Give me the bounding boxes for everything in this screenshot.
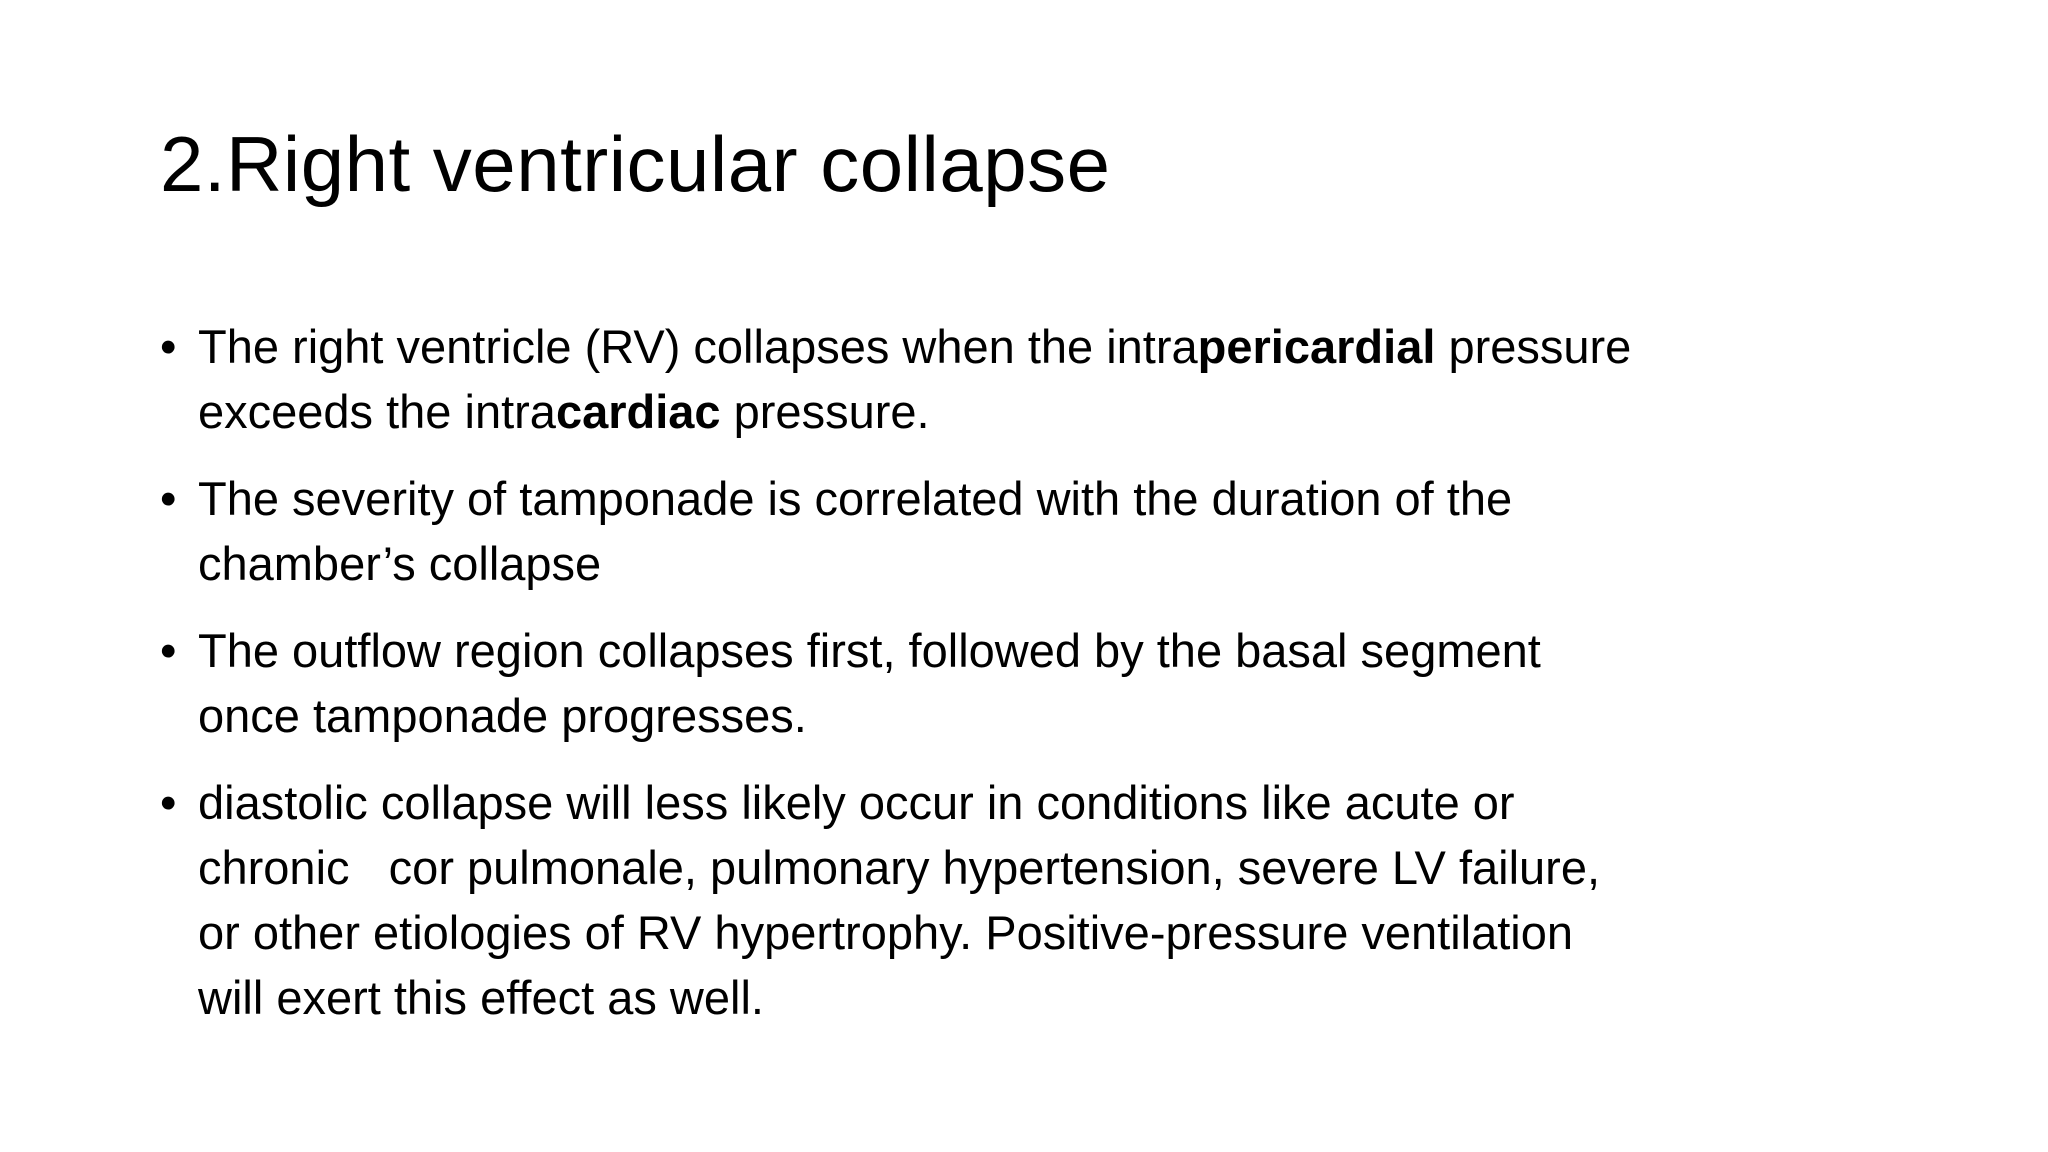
bullet-dot-icon: • [160,320,177,373]
bullet-dot-icon: • [160,624,177,677]
bullet-line: once tamponade progresses. [198,689,807,742]
bullet-list [160,314,1900,1052]
slide-title: 2.Right ventricular collapse [160,120,1111,208]
text-run: pressure [1435,320,1632,373]
bullet-line [198,379,1900,444]
bullet-line [198,314,1900,379]
text-run: The right ventricle (RV) collapses when the intra [198,320,1198,373]
bold-text-run: cardiac [555,385,721,438]
bullet-line: chronic cor pulmonale, pulmonary hypertension, severe LV failure, [198,841,1601,894]
bullet-line: The outflow region collapses first, followed by the basal segment [198,624,1541,677]
bullet-line: will exert this effect as well. [198,971,764,1024]
bullet-item-3 [160,618,1900,748]
text-run: pressure. [720,385,930,438]
bullet-item-2 [160,466,1900,596]
bullet-line: diastolic collapse will less likely occur in conditions like acute or [198,776,1515,829]
bullet-dot-icon: • [160,776,177,829]
bullet-line: The severity of tamponade is correlated with the duration of the [198,472,1513,525]
bullet-line: chamber’s collapse [198,537,602,590]
bullet-line: or other etiologies of RV hypertrophy. Positive-pressure ventilation [198,906,1574,959]
bullet-item-1 [160,314,1900,444]
bold-text-run: pericardial [1197,320,1436,373]
text-run: exceeds the intra [198,385,556,438]
bullet-item-4 [160,770,1900,1030]
bullet-dot-icon: • [160,472,177,525]
